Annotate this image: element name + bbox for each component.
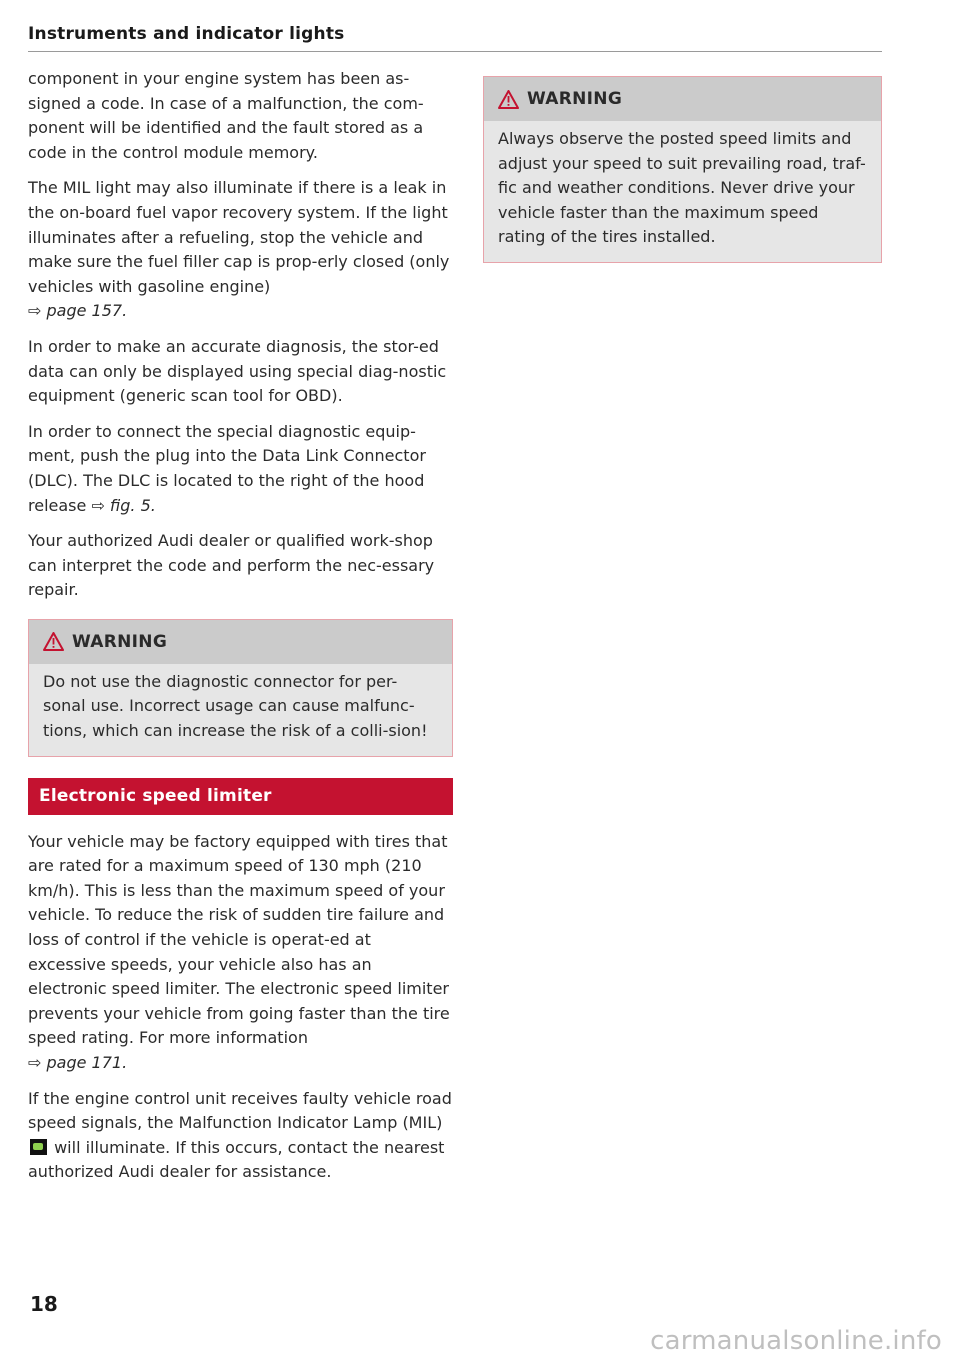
watermark: carmanualsonline.info (650, 1326, 942, 1356)
warning-title: WARNING (72, 631, 168, 652)
paragraph-dlc-text: In order to connect the special diagnostic equip-ment, push the plug into the Data Link Connector (DLC). The DLC is located to the right of the hood release (28, 421, 426, 515)
warning-text: Do not use the diagnostic connector for per-sonal use. Incorrect usage can cause malfunc-tions, which can increase the risk of a colli-sion! (43, 671, 428, 741)
page-157-link[interactable]: ⇨ page 157. (28, 301, 128, 321)
header-divider (28, 51, 882, 52)
page-header-title: Instruments and indicator lights (28, 24, 345, 44)
warning-text: Always observe the posted speed limits and adjust your speed to suit prevailing road, traf-fic and weather conditions. Never drive your vehicle faster than the maximum speed rating of the tires installed. (498, 129, 866, 247)
paragraph-speed-limiter (28, 830, 453, 1076)
warning-header (29, 620, 452, 664)
paragraph-speed-limiter-text: Your vehicle may be factory equipped with tires that are rated for a maximum speed of 130 mph (210 km/h). This is less than the maximum speed of your vehicle. To reduce the risk of sudden tire failure and loss of control if the vehicle is operat-ed at excessive speeds, your vehicle also has an electronic speed limiter. The electronic speed limiter prevents your vehicle from going faster than the tire speed rating. For more information (28, 831, 450, 1048)
warning-triangle-icon (43, 632, 64, 651)
warning-header (484, 77, 881, 121)
warning-title: WARNING (527, 88, 623, 109)
page-number: 18 (30, 1292, 58, 1316)
paragraph-diagnosis: In order to make an accurate diagnosis, the stor-ed data can only be displayed using special diag-nostic equipment (generic scan tool for OBD). (28, 336, 447, 406)
section-title-speed-limiter: Electronic speed limiter (28, 778, 453, 815)
paragraph-fuel-vapor-text: The MIL light may also illuminate if there is a leak in the on-board fuel vapor recovery system. If the light illuminates after a refueling, stop the vehicle and make sure the fuel filler cap is prop-erly closed (only vehicles with gasoline engine) (28, 178, 450, 296)
fig-5-link[interactable]: ⇨ fig. 5. (91, 495, 156, 515)
warning-box-speed (483, 76, 882, 263)
warning-triangle-icon (498, 90, 519, 109)
paragraph-fuel-vapor (28, 176, 453, 324)
paragraph-mil-text-a: If the engine control unit receives faulty vehicle road speed signals, the Malfunction Indicator Lamp (MIL) (28, 1088, 452, 1133)
paragraph-code-storage: component in your engine system has been as-signed a code. In case of a malfunction, the com-ponent will be identified and the fault stored as a code in the control module memory. (28, 69, 424, 162)
paragraph-dealer: Your authorized Audi dealer or qualified work-shop can interpret the code and perform the nec-essary repair. (28, 531, 435, 600)
left-column (28, 67, 453, 1196)
paragraph-dlc (28, 420, 453, 518)
page-171-link[interactable]: ⇨ page 171. (28, 1053, 128, 1072)
paragraph-mil (28, 1087, 453, 1185)
malfunction-indicator-lamp-icon (30, 1139, 47, 1155)
right-column (483, 76, 882, 263)
warning-box-diagnostic (28, 619, 453, 757)
paragraph-mil-text-b: will illuminate. If this occurs, contact the nearest authorized Audi dealer for assistance. (28, 1137, 445, 1182)
